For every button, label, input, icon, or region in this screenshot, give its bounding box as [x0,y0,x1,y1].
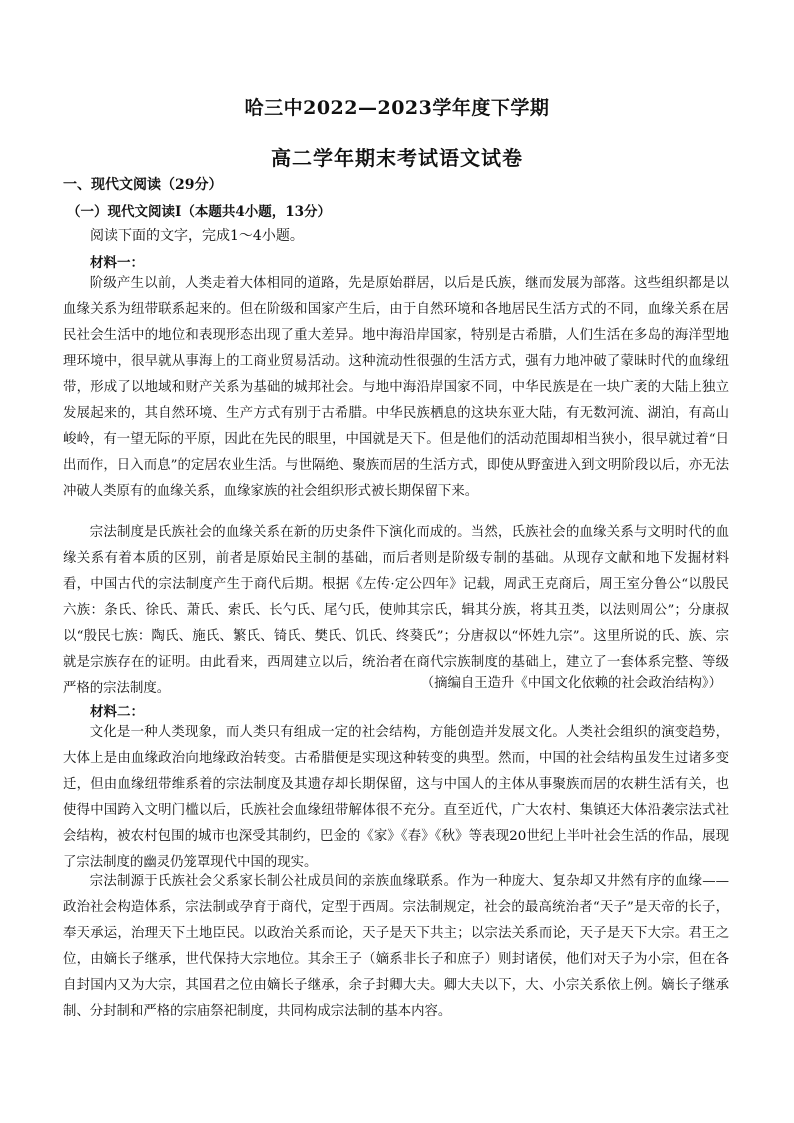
material1-label: 材料一： [90,255,144,271]
section-heading: 一、现代文阅读（29分） [63,177,223,193]
exam-subtitle: 高二学年期末考试语文试卷 [271,146,523,170]
reading-instruction: 阅读下面的文字，完成1～4小题。 [90,228,304,244]
material1-paragraph: 阶级产生以前，人类走着大体相同的道路，先是原始群居，以后是氏族，继而发展为部落。这些组织都是以血缘关系为纽带联系起来的。但在阶级和国家产生后，由于自然环境和各地居民生活方式的不同，血缘关系在居民社会生活中的地位和表现形态出现了重大差异。地中海沿岸国家，特别是古希腊，人们生活在多岛的海洋型地理环境中，很早就从事海上的工商业贸易活动。这种流动性很强的生活方式，强有力地冲破了蒙昧时代的血缘纽带，形成了以地域和财产关系为基础的城邦社会。与地中海沿岸国家不同，中华民族是在一块广袤的大陆上独立发展起来的，其自然环境、生产方式有别于古希腊。中华民族栖息的这块东亚大陆，有无数河流、湖泊，有高山峻岭，有一望无际的平原，因此在先民的眼里，中国就是天下。但是他们的活动范围却相当狭小，很早就过着“日出而作，日入而息”的定居农业生活。与世隔绝、聚族而居的生活方式，即使从野蛮进入到文明阶段以后，亦无法冲破人类原有的血缘关系，血缘家族的社会组织形式被长期保留下来。 [63,276,729,499]
exam-title: 哈三中2022—2023学年度下学期 [244,97,550,119]
material2-label: 材料二： [90,704,144,720]
material2-paragraph: 文化是一种人类现象，而人类只有组成一定的社会结构，方能创造并发展文化。人类社会组织的演变趋势，大体上是由血缘政治向地缘政治转变。古希腊便是实现这种转变的典型。然而，中国的社会结构虽发生过诸多变迁，但由血缘纽带维系着的宗法制度及其遗存却长期保留，这与中国人的主体从事聚族而居的农耕生活有关，也使得中国跨入文明门槛以后，氏族社会血缘纽带解体很不充分。直至近代，广大农村、集镇还大体沿袭宗法式社会结构，被农村包围的城市也深受其制约，巴金的《家》《春》《秋》等表现20世纪上半叶社会生活的作品，展现了宗法制度的幽灵仍笼罩现代中国的现实。 [63,725,729,870]
material2-paragraph: 宗法制源于氏族社会父系家长制公社成员间的亲族血缘联系。作为一种庞大、复杂却又井然有序的血缘——政治社会构造体系，宗法制或孕育于商代，定型于西周。宗法制规定，社会的最高统治者“天子”是天帝的长子，奉天承运，治理天下土地臣民。以政治关系而论，天子是天下共主；以宗法关系而论，天子是天下大宗。君王之位，由嫡长子继承，世代保持大宗地位。其余王子（嫡系非长子和庶子）则封诸侯，他们对天子为小宗，但在各自封国内又为大宗，其国君之位由嫡长子继承，余子封卿大夫。卿大夫以下，大、小宗关系依上例。嫡长子继承制、分封制和严格的宗庙祭祀制度，共同构成宗法制的基本内容。 [63,874,729,1019]
subsection-heading: （一）现代文阅读Ⅰ（本题共4小题，13分） [67,204,331,220]
material1-paragraph: 宗法制度是氏族社会的血缘关系在新的历史条件下演化而成的。当然，氏族社会的血缘关系与文明时代的血缘关系有着本质的区别，前者是原始民主制的基础，而后者则是阶级专制的基础。从现存文献和地下发掘材料看，中国古代的宗法制度产生于商代后期。根据《左传·定公四年》记载，周武王克商后，周王室分鲁公“以殷民六族：条氏、徐氏、萧氏、索氏、长勺氏、尾勺氏，使帅其宗氏，辑其分族，将其丑类，以法则周公”；分康叔以“殷民七族：陶氏、施氏、繁氏、锜氏、樊氏、饥氏、终葵氏”；分唐叔以“怀姓九宗”。这里所说的氏、族、宗就是宗族存在的证明。由此看来，西周建立以后，统治者在商代宗族制度的基础上，建立了一套体系完整、等级严格的宗法制度。 [63,525,729,696]
material1-source: （摘编自王造升《中国文化依赖的社会政治结构》） [420,676,722,691]
